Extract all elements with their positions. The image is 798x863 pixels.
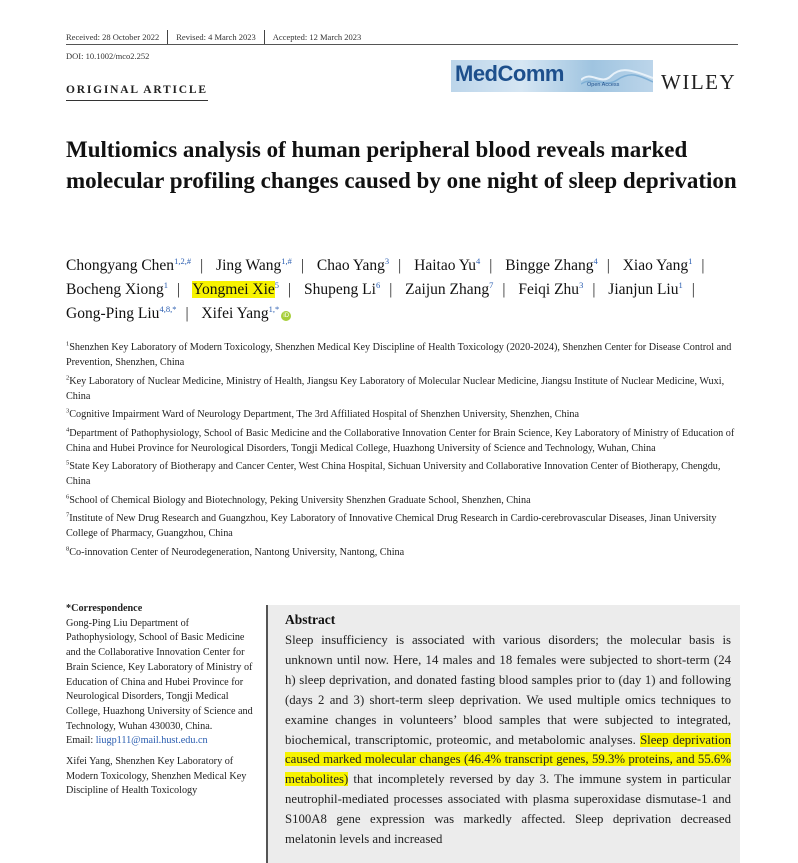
- publisher-logo[interactable]: WILEY: [661, 70, 737, 94]
- author-divider: |: [185, 305, 189, 322]
- affiliation-marker: 3: [579, 279, 584, 290]
- affiliation: $^6$School of Chemical Biology and Biotechnology, Peking University Shenzhen Graduate School, Shenzhen, China: [66, 493, 531, 506]
- affiliation: $^2$Key Laboratory of Nuclear Medicine, Ministry of Health, Jiangsu Key Laboratory of Molecular Nuclear Medicine, Jiangsu Institute of Nuclear Medicine, Wuxi, China: [66, 374, 725, 402]
- author-name[interactable]: Shupeng Li$^6$: [304, 279, 381, 298]
- correspondence-entry-1: Gong-Ping Liu Department of Pathophysiology, School of Basic Medicine and the Collaborative Innovation Center for Brain Science, Key Laboratory of Ministry of Education of China and Hubei Province for Neurological Disorders, Tongji Medical College, Huazhong University of Science and Technology, Wuhan 430030, China.: [66, 617, 253, 732]
- doi[interactable]: DOI: 10.1002/mco2.252: [66, 51, 150, 61]
- author-list: [66, 254, 756, 326]
- author-name[interactable]: Gong-Ping Liu$^{4,8,*}$: [66, 303, 177, 322]
- author-name[interactable]: Chongyang Chen$^{1,2,\#}$: [66, 255, 192, 274]
- date-divider: [264, 30, 265, 44]
- author-divider: |: [701, 257, 705, 274]
- affiliation-list: [66, 340, 742, 563]
- author-name[interactable]: Bocheng Xiong$^1$: [66, 279, 168, 298]
- author-divider: |: [691, 281, 695, 298]
- affiliation-marker: 1,2,#: [174, 255, 192, 266]
- correspondence-heading: *Correspondence: [66, 603, 143, 614]
- affiliation-marker: 1: [163, 279, 168, 290]
- affiliation: $^4$Department of Pathophysiology, School of Basic Medicine and the Collaborative Innovation Center for Brain Science, Key Laboratory of Ministry of Education of China and Hubei Province for Neurological Disorders, Tongji Medical College, Huazhong University of Science and Technology, Wuhan, China: [66, 426, 735, 454]
- correspondence-entry-2: Xifei Yang, Shenzhen Key Laboratory of Modern Toxicology, Shenzhen Medical Key Discipline of Health Toxicology: [66, 756, 247, 797]
- affiliation: $^5$State Key Laboratory of Biotherapy and Cancer Center, West China Hospital, Sichuan University and Collaborative Innovation Center of Biotherapy, Chengdu, China: [66, 459, 721, 487]
- author-divider: |: [398, 257, 402, 274]
- journal-name: MedComm: [455, 61, 564, 86]
- article-title: Multiomics analysis of human peripheral blood reveals marked molecular profiling changes caused by one night of sleep deprivation: [66, 137, 737, 193]
- author-name[interactable]: Chao Yang$^3$: [316, 255, 390, 274]
- header-rule: [66, 44, 738, 45]
- author-divider: |: [592, 281, 596, 298]
- author-name[interactable]: Jing Wang$^{1,\#}$: [216, 255, 292, 274]
- author-name[interactable]: Haitao Yu$^4$: [414, 255, 481, 274]
- author-name[interactable]: Feiqi Zhu$^3$: [518, 279, 584, 298]
- orcid-icon[interactable]: iD: [281, 311, 291, 321]
- article-dates: [66, 30, 361, 44]
- affiliation-marker: 4: [593, 255, 598, 266]
- author-divider: |: [502, 281, 506, 298]
- author-divider: |: [300, 257, 304, 274]
- journal-logo[interactable]: [451, 60, 653, 92]
- author-divider: |: [389, 281, 393, 298]
- author-name[interactable]: Zaijun Zhang$^7$: [405, 279, 494, 298]
- article-type: ORIGINAL ARTICLE: [66, 84, 208, 101]
- email-label: Email:: [66, 735, 96, 747]
- author-divider: |: [200, 257, 204, 274]
- affiliation-marker: 1: [678, 279, 683, 290]
- affiliation-marker: 4,8,*: [159, 303, 177, 314]
- author-divider: |: [288, 281, 292, 298]
- email-link[interactable]: liugp111@mail.hust.edu.cn: [95, 735, 208, 747]
- affiliation-marker: 3: [384, 255, 390, 266]
- revised-date: Revised: 4 March 2023: [176, 32, 256, 42]
- affiliation: $^1$Shenzhen Key Laboratory of Modern Toxicology, Shenzhen Medical Key Discipline of Health Toxicology (2020-2024), Shenzhen Center for Disease Control and Prevention, Shenzhen, China: [66, 340, 732, 368]
- affiliation-marker: 5: [274, 279, 280, 290]
- author-name[interactable]: Bingge Zhang$^4$: [505, 255, 598, 274]
- author-name[interactable]: Xifei Yang$^{1,*}$iD: [201, 305, 291, 322]
- author-name[interactable]: Xiao Yang$^1$: [622, 255, 693, 274]
- abstract-heading: Abstract: [285, 612, 336, 627]
- affiliation-marker: 1,#: [281, 255, 292, 266]
- abstract-text: Sleep insufficiency is associated with various disorders; the molecular basis is unknown until now. Here, 14 males and 18 females were subjected to short-term (24 h) sleep deprivation, and donated fasting blood samples prior to (day 1) and following (days 2 and 3) short-term sleep deprivation. We used multiple omics techniques to examine changes in volunteers’ blood samples that were subjected to integrated, biochemical, transcriptomic, proteomic, and metabolomic analyses. Sleep deprivation caused marked molecular changes (46.4% transcript genes, 59.3% proteins, and 55.6% metabolites) that incompletely reversed by day 3. The immune system in particular neutrophil-mediated processes associated with plasma superoxidase dismutase-1 and S100A8 gene expression was markedly affected. Sleep deprivation decreased melatonin levels and increased: [285, 633, 731, 847]
- date-divider: [167, 30, 168, 44]
- correspondence-block: [66, 602, 254, 805]
- author-name[interactable]: Jianjun Liu$^1$: [608, 279, 683, 298]
- affiliation: $^3$Cognitive Impairment Ward of Neurology Department, The 3rd Affiliated Hospital of Shenzhen University, Shenzhen, China: [66, 407, 580, 420]
- accepted-date: Accepted: 12 March 2023: [272, 32, 362, 42]
- affiliation: $^7$Institute of New Drug Research and Guangzhou, Key Laboratory of Innovative Chemical Drug Research in Cardio-cerebrovascular Diseases, Jinan University College of Pharmacy, Guangzhou, China: [66, 511, 717, 539]
- affiliation-marker: 1,*: [268, 303, 280, 314]
- affiliation-marker: 7: [489, 279, 494, 290]
- author-divider: |: [176, 281, 181, 298]
- affiliation: $^8$Co-innovation Center of Neurodegeneration, Nantong University, Nantong, China: [66, 545, 405, 558]
- journal-subtitle: Open Access: [587, 82, 620, 88]
- affiliation-marker: 1: [688, 255, 693, 266]
- affiliation-marker: 4: [475, 255, 481, 266]
- highlighted-finding: Sleep deprivation caused marked molecular changes (46.4% transcript genes, 59.3% proteins, and 55.6% metabolites): [285, 732, 731, 787]
- received-date: Received: 28 October 2022: [66, 32, 160, 42]
- author-divider: |: [606, 257, 610, 274]
- author-divider: |: [489, 257, 493, 274]
- affiliation-marker: 6: [375, 279, 381, 290]
- author-name[interactable]: Yongmei Xie$^5$: [192, 279, 280, 298]
